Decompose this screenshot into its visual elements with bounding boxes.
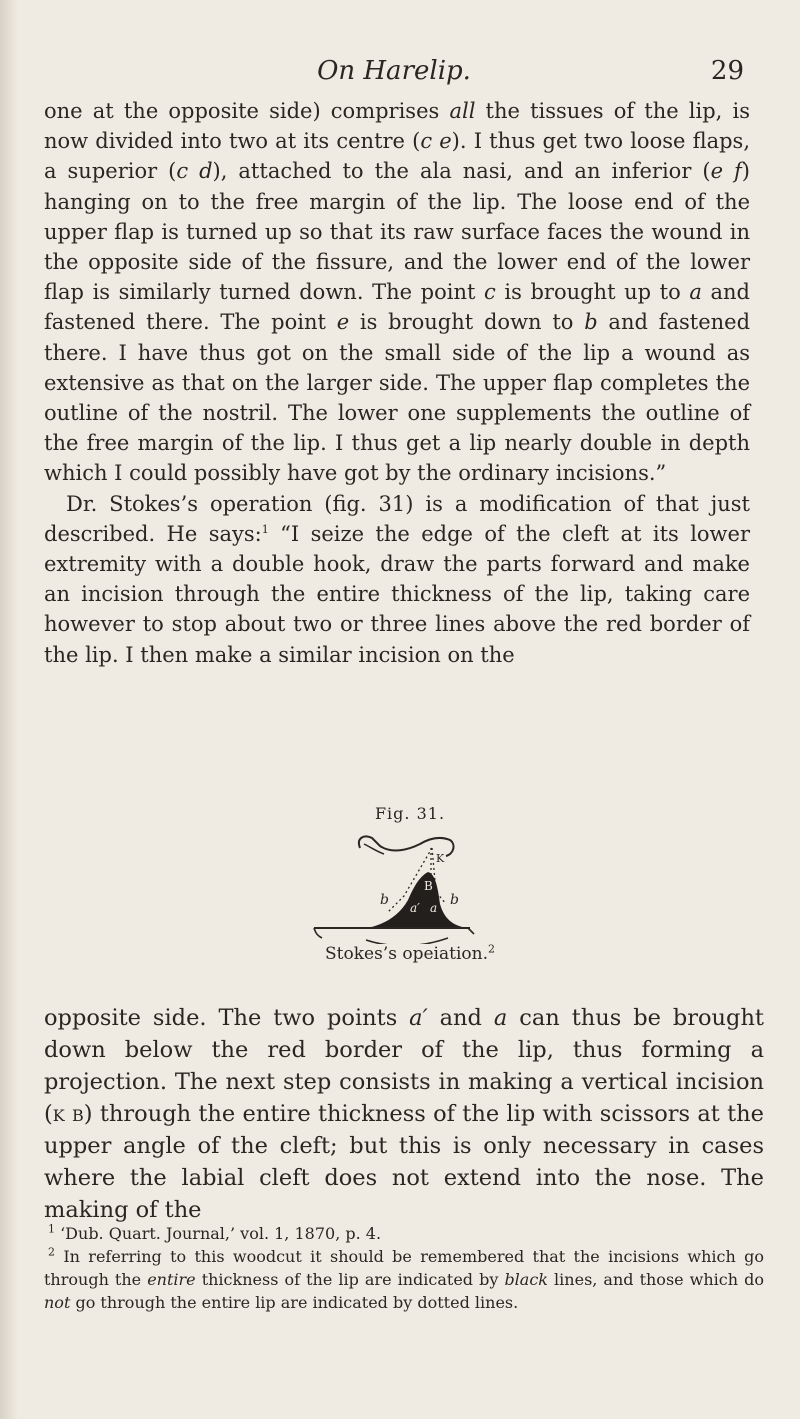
page-number: 29 [710,56,744,86]
harelip-woodcut-illustration [300,834,520,944]
lip-left-end [314,928,322,938]
page-header [44,56,744,86]
lip-right-end [468,928,474,934]
footnotes [44,1222,764,1314]
figure-letter-B: B [424,879,433,893]
figure-31 [300,804,520,964]
figure-caption: Stokes’s opeiation.$^2$ [325,942,495,964]
figure-letter-b-right: b [450,892,459,908]
footnote-1: $^1$ ‘Dub. Quart. Journal,’ vol. 1, 1870, p. 4. [48,1222,382,1243]
figure-letter-K: K [436,852,445,865]
running-head: On Harelip. [317,56,471,86]
figure-letter-a-prime: a′ [410,901,420,915]
figure-label: Fig. 31. [374,804,446,823]
figure-letter-b-left: b [380,892,389,908]
figure-letter-a: a [430,901,438,915]
paragraph-3: opposite side. The two points a′ and a can thus be brought down below the red border of the lip, thus forming a projection. The next step consists in making a vertical incision (k b) through the entire thickness of the lip with scissors at the upper angle of the cleft; but this is only necessary in cases where the labial cleft does not extend into the nose. The making of the [44,1005,764,1223]
footnote-ref-2: 2 [487,942,495,956]
paragraph-1: one at the opposite side) comprises all the tissues of the lip, is now divided into two at its centre (c e). I thus get two loose flaps, a superior (c d), attached to the ala nasi, and an inferior (e f) hanging on to the free margin of the lip. The loose end of the upper flap is turned up so that its raw surface faces the wound in the opposite side of the fissure, and the lower end of the lower flap is similarly turned down. The point c is brought up to a and fastened there. The point e is brought down to b and fastened there. I have thus got on the small side of the lip a wound as extensive as that on the larger side. The upper flap completes the outline of the nostril. The lower one supplements the outline of the free margin of the lip. I thus get a lip nearly double in depth which I could possibly have got by the ordinary incisions.” [44,99,751,486]
page-edge-shadow [0,0,18,1419]
body-text-lower [44,1002,764,1226]
footnote-2: $^2$ In referring to this woodcut it should be remembered that the incisions which go through the entire thickness of the lip are indicated by black lines, and those which do not go through the entire lip are indicated by dotted lines. [44,1245,765,1312]
body-text-upper [44,96,750,670]
paragraph-2: Dr. Stokes’s operation (fig. 31) is a modification of that just described. He says:$^1$ “I seize the edge of the cleft at its lower extremity with a double hook, draw the parts forward and make an incision through the entire thickness of the lip, taking care however to stop about two or three lines above the red border of the lip. I then make a similar incision on the [44,491,750,667]
footnote-ref-1: 1 [261,522,269,536]
